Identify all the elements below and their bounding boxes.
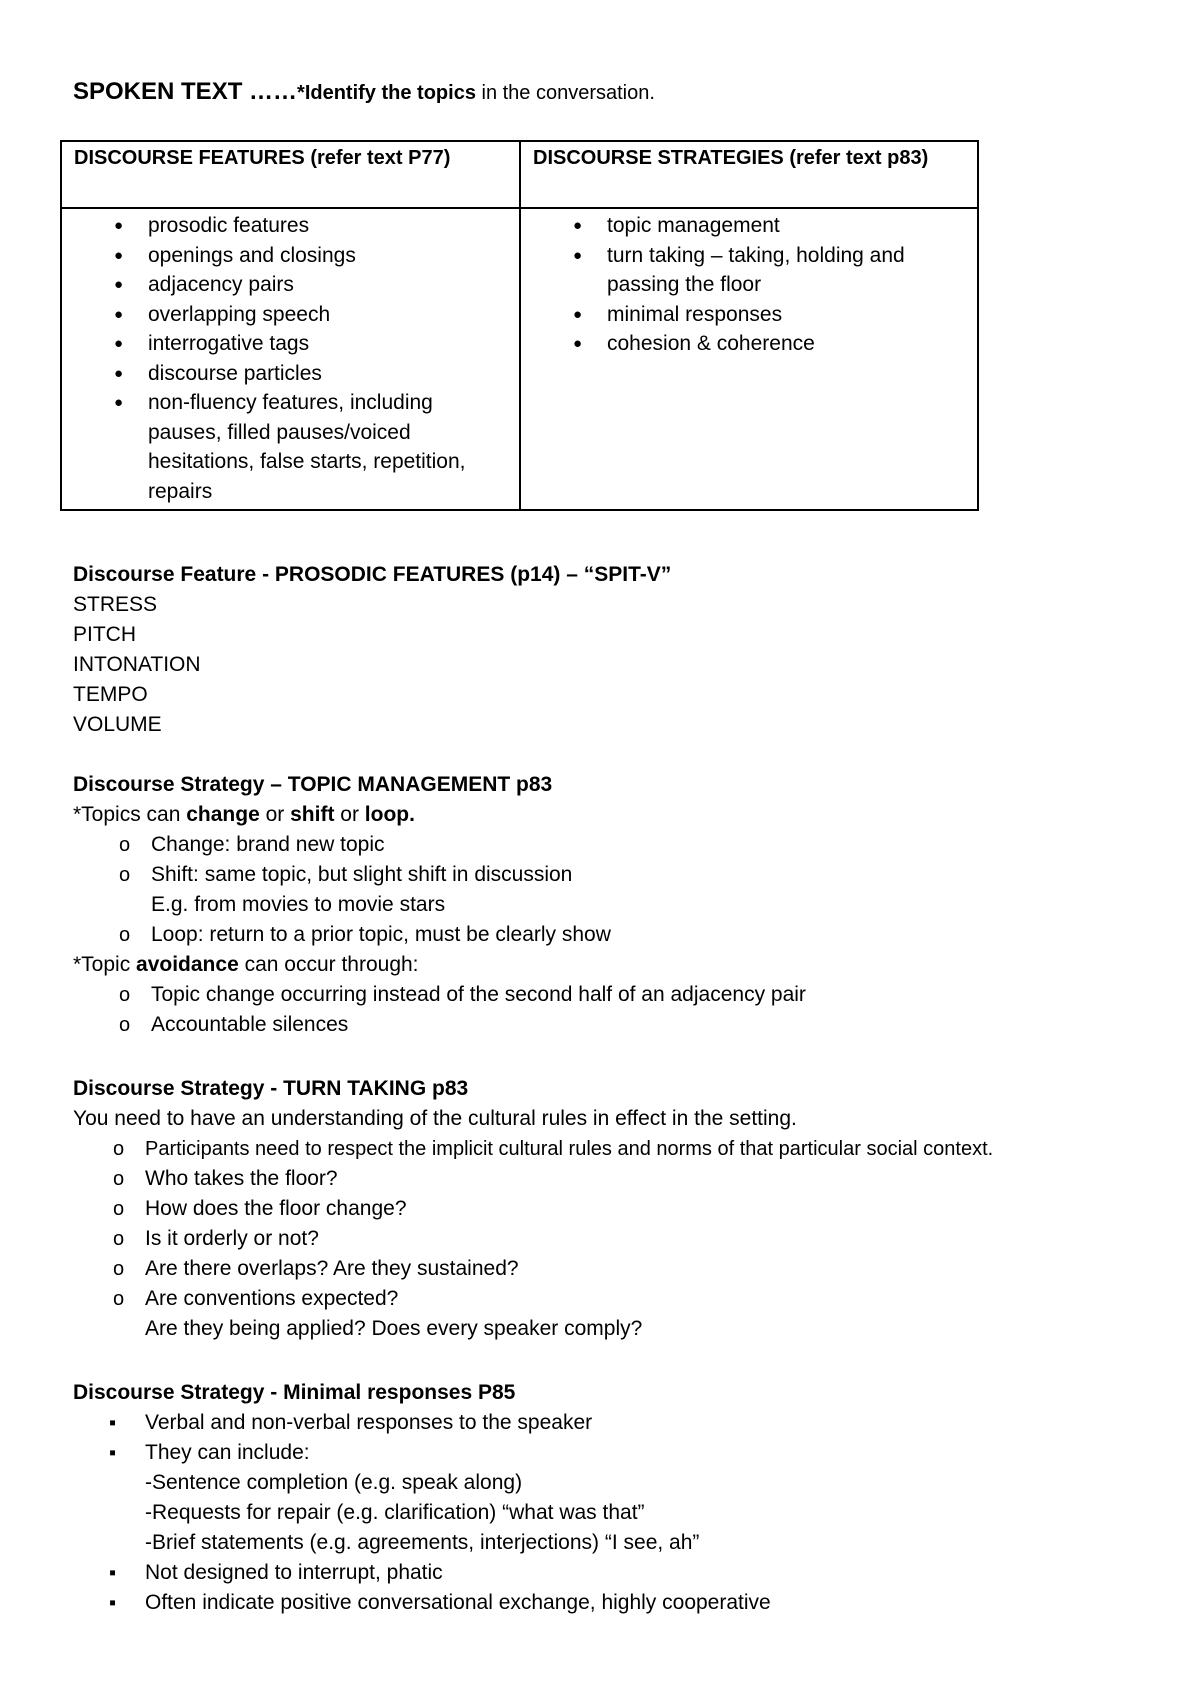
list-item: o Who takes the floor? bbox=[145, 1164, 993, 1194]
strategies-list bbox=[521, 211, 977, 359]
prosodic-item: INTONATION bbox=[73, 653, 201, 676]
list-item bbox=[145, 1438, 771, 1558]
list-item-text: o Shift: same topic, but slight shift in discussion bbox=[151, 863, 573, 886]
strategies-cell bbox=[520, 208, 978, 510]
list-item: ● prosodic features bbox=[148, 211, 519, 241]
list-item: o Change: brand new topic bbox=[151, 830, 806, 860]
list-item: ● cohesion & coherence bbox=[607, 329, 977, 359]
features-cell bbox=[61, 208, 520, 510]
title-instruction-star: *Identify the topics bbox=[297, 82, 476, 104]
topic-intro bbox=[73, 800, 806, 830]
shift-example: E.g. from movies to movie stars bbox=[151, 893, 446, 916]
list-item: ● topic management bbox=[607, 211, 977, 241]
text-run: *Topic bbox=[73, 953, 137, 976]
topic-management-section bbox=[73, 770, 806, 1040]
list-item: ● adjacency pairs bbox=[148, 270, 519, 300]
minimal-responses-section bbox=[73, 1378, 771, 1618]
list-item bbox=[151, 860, 806, 920]
features-header: DISCOURSE FEATURES (refer text P77) bbox=[61, 141, 520, 208]
list-item: ● non-fluency features, including pauses, filled pauses/voiced hesitations, false starts, repetition, repairs bbox=[148, 388, 519, 506]
list-item bbox=[145, 1284, 993, 1344]
prosodic-item: PITCH bbox=[73, 623, 136, 646]
list-item-subline: Are they being applied? Does every speaker comply? bbox=[145, 1317, 643, 1340]
turn-heading: Discourse Strategy - TURN TAKING p83 bbox=[73, 1077, 469, 1100]
prosodic-item: VOLUME bbox=[73, 713, 162, 736]
features-strategies-table bbox=[60, 140, 979, 511]
list-item: o Are there overlaps? Are they sustained? bbox=[145, 1254, 993, 1284]
list-item: ● turn taking – taking, holding and passing the floor bbox=[607, 241, 977, 300]
list-item-subline: -Sentence completion (e.g. speak along) bbox=[145, 1471, 523, 1494]
list-item: o Participants need to respect the implicit cultural rules and norms of that particular social context. bbox=[145, 1134, 993, 1164]
list-item-subline: -Brief statements (e.g. agreements, interjections) “I see, ah” bbox=[145, 1531, 700, 1554]
list-item-subline: -Requests for repair (e.g. clarification) “what was that” bbox=[145, 1501, 645, 1524]
list-item: o Topic change occurring instead of the second half of an adjacency pair bbox=[151, 980, 806, 1010]
list-item: o How does the floor change? bbox=[145, 1194, 993, 1224]
prosodic-item: STRESS bbox=[73, 593, 158, 616]
text-run: can occur through: bbox=[238, 953, 419, 976]
text-run: shift bbox=[290, 803, 335, 826]
prosodic-section bbox=[73, 560, 671, 740]
list-item: o Accountable silences bbox=[151, 1010, 806, 1040]
list-item: ● minimal responses bbox=[607, 300, 977, 330]
features-list bbox=[62, 211, 519, 506]
minimal-list bbox=[73, 1408, 771, 1618]
title-instruction-rest: in the conversation. bbox=[475, 82, 655, 104]
turn-taking-section bbox=[73, 1074, 993, 1344]
list-item-text: o Are conventions expected? bbox=[145, 1287, 399, 1310]
text-run: or bbox=[334, 803, 365, 826]
topic-heading: Discourse Strategy – TOPIC MANAGEMENT p83 bbox=[73, 773, 553, 796]
text-run: *Topics can bbox=[73, 803, 187, 826]
text-run: change bbox=[186, 803, 260, 826]
strategies-header: DISCOURSE STRATEGIES (refer text p83) bbox=[520, 141, 978, 208]
list-item: ● interrogative tags bbox=[148, 329, 519, 359]
list-item: ▪ Often indicate positive conversational exchange, highly cooperative bbox=[145, 1588, 771, 1618]
topic-list bbox=[73, 830, 806, 950]
turn-intro: You need to have an understanding of the cultural rules in effect in the setting. bbox=[73, 1107, 797, 1130]
title-heading: SPOKEN TEXT …… bbox=[73, 78, 298, 105]
prosodic-heading: Discourse Feature - PROSODIC FEATURES (p14) – “SPIT-V” bbox=[73, 563, 672, 586]
list-item: o Loop: return to a prior topic, must be clearly show bbox=[151, 920, 806, 950]
list-item: ● discourse particles bbox=[148, 359, 519, 389]
list-item: ● overlapping speech bbox=[148, 300, 519, 330]
list-item: ▪ Verbal and non-verbal responses to the speaker bbox=[145, 1408, 771, 1438]
list-item-text: ▪ They can include: bbox=[145, 1441, 310, 1464]
list-item: o Is it orderly or not? bbox=[145, 1224, 993, 1254]
turn-list bbox=[73, 1134, 993, 1344]
text-run: loop. bbox=[364, 803, 415, 826]
text-run: avoidance bbox=[136, 953, 239, 976]
list-item: ▪ Not designed to interrupt, phatic bbox=[145, 1558, 771, 1588]
page-title bbox=[73, 78, 655, 106]
avoidance-list bbox=[73, 980, 806, 1040]
text-run: or bbox=[259, 803, 291, 826]
minimal-heading: Discourse Strategy - Minimal responses P85 bbox=[73, 1381, 516, 1404]
list-item: ● openings and closings bbox=[148, 241, 519, 271]
topic-avoidance-intro bbox=[73, 950, 806, 980]
prosodic-item: TEMPO bbox=[73, 683, 148, 706]
